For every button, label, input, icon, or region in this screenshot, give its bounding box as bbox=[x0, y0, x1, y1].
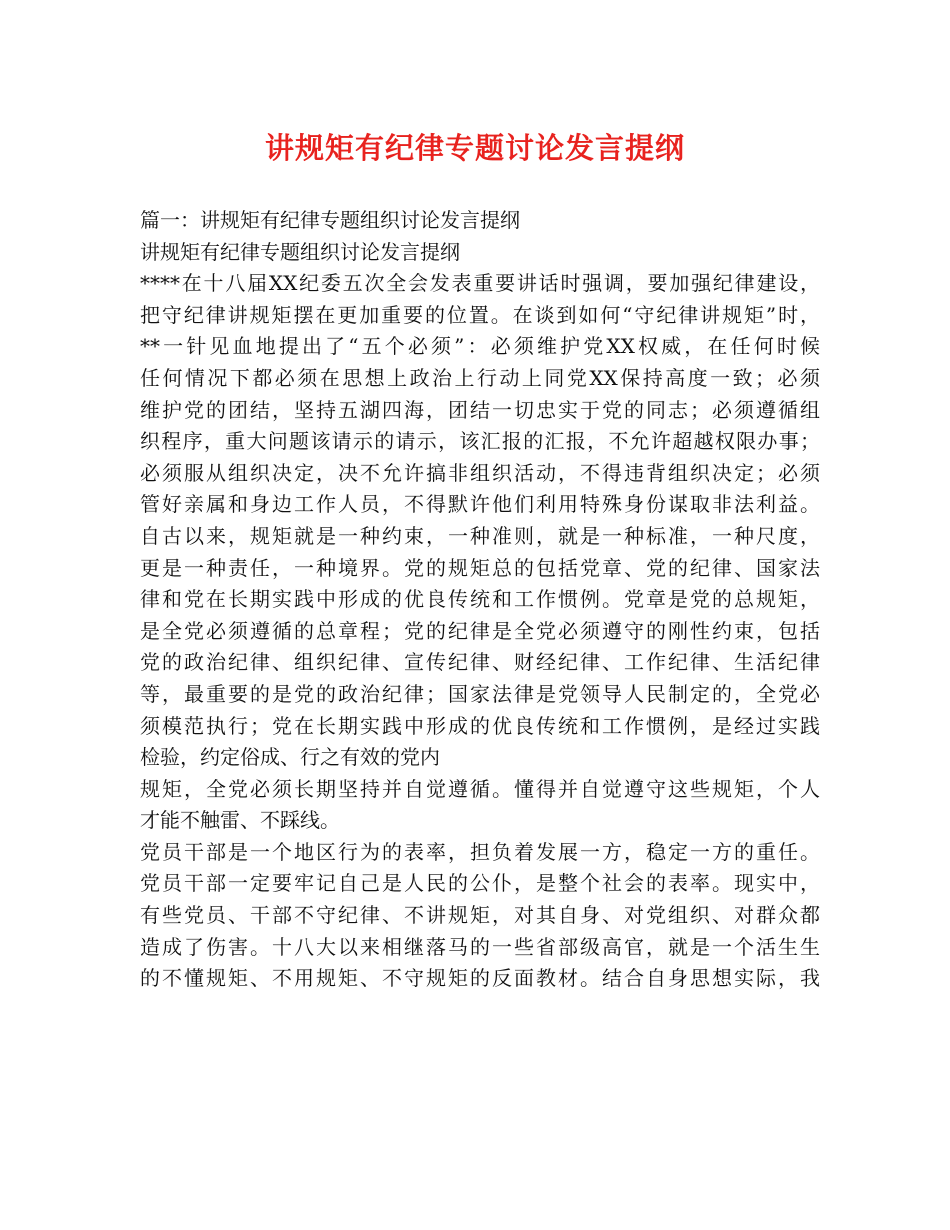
text-line: ****在十八届XX纪委五次全会发表重要讲话时强调，要加强纪律建设， bbox=[140, 271, 820, 296]
document-title: 讲规矩有纪律专题讨论发言提纲 bbox=[264, 131, 685, 165]
text-line: 篇一：讲规矩有纪律专题组织讨论发言提纲 bbox=[140, 208, 520, 232]
text-line: 党的政治纪律、组织纪律、宣传纪律、财经纪律、工作纪律、生活纪律 bbox=[140, 650, 820, 675]
text-line: 律和党在长期实践中形成的优良传统和工作惯例。党章是党的总规矩， bbox=[140, 587, 820, 612]
text-line: 党员干部一定要牢记自己是人民的公仆，是整个社会的表率。现实中， bbox=[140, 871, 820, 896]
text-line: 的不懂规矩、不用规矩、不守规矩的反面教材。结合自身思想实际，我 bbox=[140, 966, 820, 991]
text-line: 讲规矩有纪律专题组织讨论发言提纲 bbox=[140, 239, 460, 264]
text-line: 把守纪律讲规矩摆在更加重要的位置。在谈到如何“守纪律讲规矩”时， bbox=[140, 302, 820, 327]
text-line: 造成了伤害。十八大以来相继落马的一些省部级高官，就是一个活生生 bbox=[140, 934, 820, 959]
text-line: 自古以来，规矩就是一种约束，一种准则，就是一种标准，一种尺度， bbox=[140, 523, 820, 548]
text-line: 必须服从组织决定，决不允许搞非组织活动，不得违背组织决定；必须 bbox=[140, 460, 820, 485]
text-line: 任何情况下都必须在思想上政治上行动上同党XX保持高度一致；必须 bbox=[140, 365, 820, 390]
text-line: 织程序，重大问题该请示的请示，该汇报的汇报，不允许超越权限办事； bbox=[140, 429, 820, 454]
text-line: 维护党的团结，坚持五湖四海，团结一切忠实于党的同志；必须遵循组 bbox=[140, 397, 820, 422]
document-body bbox=[140, 205, 820, 995]
text-line: 才能不触雷、不踩线。 bbox=[140, 808, 340, 833]
text-line: 管好亲属和身边工作人员，不得默许他们利用特殊身份谋取非法利益。 bbox=[140, 492, 820, 517]
text-line: 是全党必须遵循的总章程；党的纪律是全党必须遵守的刚性约束，包括 bbox=[140, 618, 820, 643]
text-line: 检验，约定俗成、行之有效的党内 bbox=[140, 745, 440, 770]
text-line: 更是一种责任，一种境界。党的规矩总的包括党章、党的纪律、国家法 bbox=[140, 555, 820, 580]
text-line: 党员干部是一个地区行为的表率，担负着发展一方，稳定一方的重任。 bbox=[140, 839, 820, 864]
text-line: 有些党员、干部不守纪律、不讲规矩，对其自身、对党组织、对群众都 bbox=[140, 903, 820, 928]
text-line: 须模范执行；党在长期实践中形成的优良传统和工作惯例，是经过实践 bbox=[140, 713, 820, 738]
text-line: 规矩，全党必须长期坚持并自觉遵循。懂得并自觉遵守这些规矩，个人 bbox=[140, 776, 820, 801]
text-line: **一针见血地提出了“五个必须”：必须维护党XX权威，在任何时候 bbox=[140, 334, 820, 359]
text-line: 等，最重要的是党的政治纪律；国家法律是党领导人民制定的，全党必 bbox=[140, 681, 820, 706]
